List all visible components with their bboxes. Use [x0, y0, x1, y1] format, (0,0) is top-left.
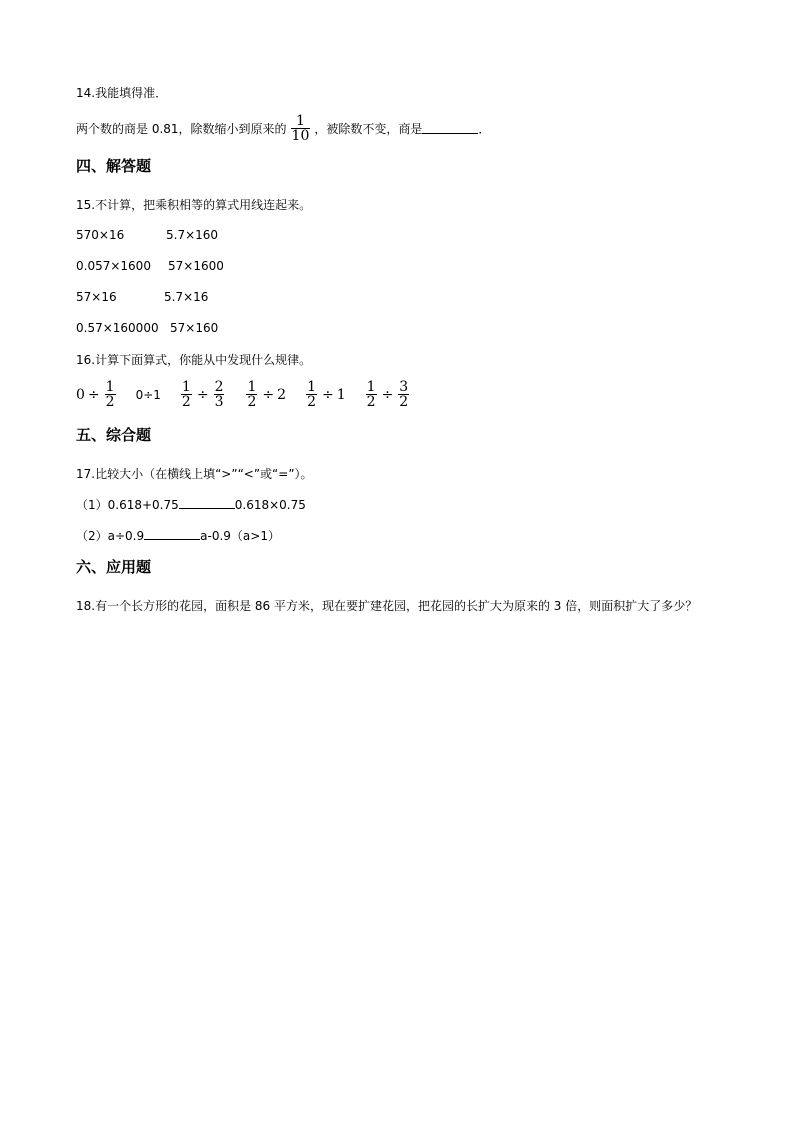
q16-expr-5-fraction: [306, 380, 317, 409]
q16-expr-1-operator: ÷: [87, 386, 100, 403]
fraction-numerator: 1: [247, 379, 257, 395]
fraction-numerator: 1: [366, 379, 376, 395]
q17-part-1-left: （1）0.618+0.75: [76, 498, 179, 512]
q15-left-1[interactable]: 570×16: [76, 228, 125, 242]
fraction-denominator: 2: [307, 394, 316, 410]
fraction-denominator: 2: [399, 394, 409, 410]
fraction-denominator: 2: [181, 394, 191, 410]
q16-expr-1: [76, 380, 118, 409]
q16-expr-4-fraction: [246, 380, 257, 409]
q16-expr-6-fraction-b: [398, 380, 409, 409]
q14-fraction: [291, 114, 311, 143]
q16-expr-5-operator: ÷: [321, 386, 334, 403]
q17-part-1: [76, 496, 306, 513]
fraction-denominator: 2: [366, 394, 376, 410]
q16-expr-3: [179, 380, 227, 409]
fraction-numerator: 3: [399, 379, 409, 395]
q14-fraction-denominator: 10: [291, 128, 310, 144]
q14-text-b: ，被除数不变，商是: [314, 122, 423, 136]
fraction-numerator: 1: [181, 379, 191, 395]
q16-expr-5: [304, 380, 346, 409]
q16-expr-2: 0÷1: [135, 387, 161, 402]
q18-question: 18.有一个长方形的花园，面积是 86 平方米，现在要扩建花园，把花园的长扩大为原来的 3 倍，则面积扩大了多少？: [76, 599, 698, 613]
q16-title: 16.计算下面算式，你能从中发现什么规律。: [76, 353, 312, 367]
q15-left-3[interactable]: 57×16: [76, 290, 117, 304]
q14-question: [76, 114, 490, 143]
q16-expr-4: [244, 380, 286, 409]
q14-text-end: ．: [478, 122, 491, 136]
q15-right-2[interactable]: 57×1600: [168, 259, 224, 273]
q16-expr-4-operator: ÷: [262, 386, 275, 403]
q17-part-2-right: a-0.9（a>1）: [200, 529, 280, 543]
fraction-numerator: 1: [105, 379, 115, 395]
q17-part-1-blank[interactable]: [179, 498, 235, 509]
section-heading-5: 五、综合题: [76, 426, 152, 444]
q15-left-4[interactable]: 0.57×160000: [76, 321, 159, 335]
section-heading-4: 四、解答题: [76, 157, 152, 175]
q16-expr-3-operator: ÷: [196, 386, 209, 403]
fraction-denominator: 3: [214, 394, 224, 410]
q16-expr-6-operator: ÷: [381, 386, 394, 403]
q16-expr-5-divisor: 1: [336, 386, 346, 403]
q17-part-2: [76, 527, 280, 544]
q14-fraction-numerator: 1: [296, 113, 305, 129]
q14-answer-blank[interactable]: [422, 123, 478, 134]
fraction-denominator: 2: [247, 394, 257, 410]
q15-left-2[interactable]: 0.057×1600: [76, 259, 151, 273]
q16-expressions: [76, 380, 429, 409]
q15-right-4[interactable]: 57×160: [170, 321, 219, 335]
q17-part-2-blank[interactable]: [144, 529, 200, 540]
fraction-numerator: 1: [307, 379, 316, 395]
q17-part-2-left: （2）a÷0.9: [76, 529, 145, 543]
q16-expr-3-fraction-b: [214, 380, 225, 409]
q17-part-1-right: 0.618×0.75: [234, 498, 306, 512]
section-heading-6: 六、应用题: [76, 558, 152, 576]
q14-title: 14.我能填得准．: [76, 86, 168, 100]
q16-expr-6: [364, 380, 412, 409]
q16-expr-1-dividend: 0: [76, 386, 85, 403]
fraction-numerator: 2: [214, 379, 224, 395]
q16-expr-1-fraction: [105, 380, 116, 409]
fraction-denominator: 2: [105, 394, 115, 410]
q15-right-3[interactable]: 5.7×16: [164, 290, 209, 304]
q16-expr-3-fraction-a: [181, 380, 192, 409]
q16-expr-6-fraction-a: [366, 380, 377, 409]
q15-right-1[interactable]: 5.7×160: [166, 228, 219, 242]
q17-title: 17.比较大小（在横线上填“>”“<”或“=”）。: [76, 467, 313, 481]
q16-expr-4-divisor: 2: [277, 386, 287, 403]
q14-text-a: 两个数的商是 0.81，除数缩小到原来的: [76, 122, 287, 136]
q15-title: 15.不计算，把乘积相等的算式用线连起来。: [76, 198, 312, 212]
